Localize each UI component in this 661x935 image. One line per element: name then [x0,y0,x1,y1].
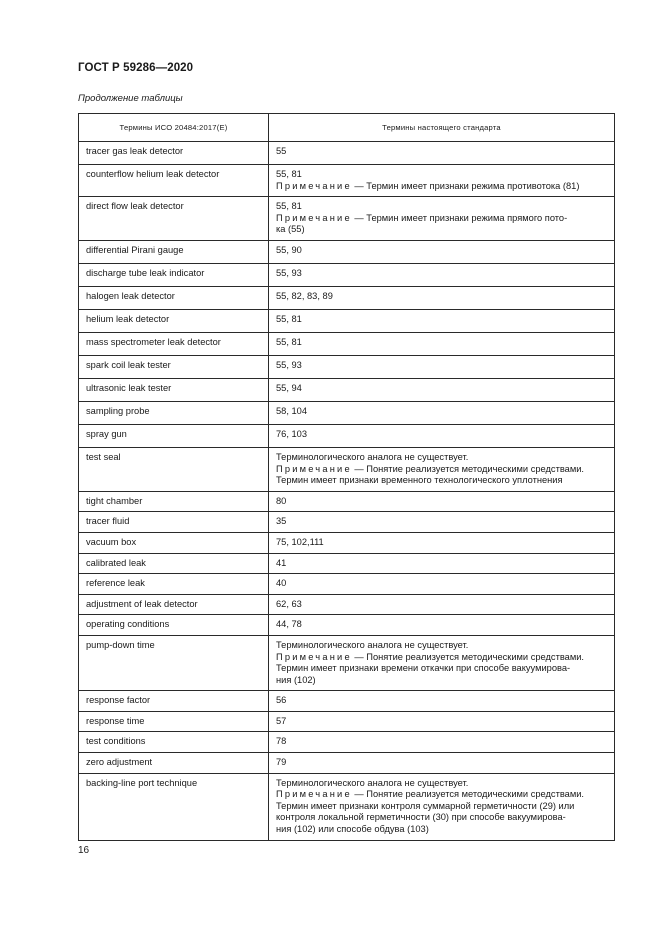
standard-term-cell [269,286,615,309]
note-text: — Термин имеет признаки режима прямого пото- [354,212,568,223]
note-text: ния (102) или способе обдува (103) [276,824,429,835]
standard-term-cell [269,355,615,378]
note-label: Примечание [276,789,352,800]
note-line [276,652,607,664]
table-row [79,142,615,165]
standard-term-cell [269,512,615,533]
term-reference: 78 [276,736,287,747]
table-row [79,574,615,595]
standard-term-cell [269,553,615,574]
standard-term-cell [269,635,615,690]
standard-term-cell [269,753,615,774]
terms-table [78,113,615,841]
term-reference: 40 [276,578,287,589]
note-label: Примечание [276,212,352,223]
table-row [79,635,615,690]
term-reference: 80 [276,495,287,506]
note-text: — Понятие реализуется методическими средствами. [354,789,584,800]
table-row [79,753,615,774]
table-row [79,378,615,401]
iso-term-cell: counterflow helium leak detector [79,165,269,197]
iso-term-cell: tight chamber [79,491,269,512]
table-row [79,553,615,574]
note-line [276,213,607,225]
note-text: Термин имеет признаки контроля суммарной герметичности (29) или [276,800,575,811]
table-row [79,424,615,447]
standard-term-cell [269,142,615,165]
table-row [79,286,615,309]
iso-term-cell: mass spectrometer leak detector [79,332,269,355]
term-reference: 55, 90 [276,244,302,255]
term-reference: 55 [276,146,287,156]
iso-term-cell: response factor [79,691,269,712]
table-row [79,355,615,378]
standard-term-cell [269,378,615,401]
iso-term-cell: vacuum box [79,532,269,553]
standard-term-cell [269,773,615,840]
table-header-row [79,114,615,142]
term-reference: 55, 81 [276,336,302,347]
iso-term-cell: pump-down time [79,635,269,690]
table-row [79,332,615,355]
iso-term-cell: direct flow leak detector [79,197,269,241]
table-row [79,491,615,512]
standard-term-cell [269,424,615,447]
standard-term-cell [269,197,615,241]
note-label: Примечание [276,180,352,191]
table-row [79,532,615,553]
column-header-iso-terms: Термины ИСО 20484:2017(E) [79,114,269,142]
term-reference: 76, 103 [276,428,308,439]
iso-term-cell: operating conditions [79,615,269,636]
table-row [79,615,615,636]
term-reference: 44, 78 [276,619,302,630]
note-line [276,675,607,687]
iso-term-cell: discharge tube leak indicator [79,263,269,286]
iso-term-cell: helium leak detector [79,309,269,332]
term-reference: 58, 104 [276,405,308,416]
note-line [276,801,607,813]
standard-term-cell [269,401,615,424]
term-reference: Терминологического аналога не существует. [276,777,469,788]
standard-title: ГОСТ Р 59286—2020 [78,62,194,74]
note-line [276,224,607,236]
standard-term-cell [269,165,615,197]
standard-term-cell [269,447,615,491]
term-reference: 55, 81 [276,169,302,179]
term-reference: 55, 94 [276,382,302,393]
note-line [276,789,607,801]
standard-term-cell [269,574,615,595]
table-row [79,732,615,753]
table-row [79,447,615,491]
standard-term-cell [269,732,615,753]
iso-term-cell: tracer fluid [79,512,269,533]
iso-term-cell: adjustment of leak detector [79,594,269,615]
table-row [79,309,615,332]
iso-term-cell: calibrated leak [79,553,269,574]
table-row [79,263,615,286]
note-text: — Понятие реализуется методическими средствами. [354,463,584,474]
standard-term-cell [269,263,615,286]
standard-term-cell [269,691,615,712]
iso-term-cell: zero adjustment [79,753,269,774]
term-reference: 35 [276,516,287,527]
term-reference: 56 [276,695,287,706]
standard-term-cell [269,594,615,615]
iso-term-cell: response time [79,711,269,732]
table-row [79,401,615,424]
note-line [276,464,607,476]
note-label: Примечание [276,651,352,662]
term-reference: 75, 102,111 [276,536,324,547]
table-row [79,165,615,197]
term-reference: Терминологического аналога не существует. [276,451,469,462]
term-reference: 79 [276,757,287,768]
table-row [79,773,615,840]
note-text: — Термин имеет признаки режима противотока (81) [354,180,580,191]
term-reference: 62, 63 [276,598,302,609]
iso-term-cell: tracer gas leak detector [79,142,269,165]
note-text: контроля локальной герметичности (30) при способе вакуумирова- [276,812,566,823]
iso-term-cell: sampling probe [79,401,269,424]
table-row [79,691,615,712]
iso-term-cell: reference leak [79,574,269,595]
table-row [79,197,615,241]
term-reference: 57 [276,715,287,726]
standard-term-cell [269,332,615,355]
term-reference: 55, 93 [276,267,302,278]
term-reference: 55, 81 [276,313,302,324]
term-reference: 55, 81 [276,201,302,212]
iso-term-cell: backing-line port technique [79,773,269,840]
note-text: Термин имеет признаки временного технологического уплотнения [276,475,563,486]
note-label: Примечание [276,463,352,474]
note-text: ка (55) [276,224,305,235]
term-reference: 41 [276,557,287,568]
iso-term-cell: spark coil leak tester [79,355,269,378]
iso-term-cell: ultrasonic leak tester [79,378,269,401]
table-row [79,711,615,732]
table-row [79,240,615,263]
iso-term-cell: test seal [79,447,269,491]
note-text: ния (102) [276,674,316,685]
note-line [276,812,607,824]
iso-term-cell: test conditions [79,732,269,753]
standard-term-cell [269,491,615,512]
iso-term-cell: spray gun [79,424,269,447]
note-text: — Понятие реализуется методическими средствами. [354,651,584,662]
page-number: 16 [78,845,90,856]
note-line [276,181,607,193]
iso-term-cell: differential Pirani gauge [79,240,269,263]
iso-term-cell: halogen leak detector [79,286,269,309]
standard-term-cell [269,532,615,553]
term-reference: 55, 82, 83, 89 [276,290,333,301]
table-body [79,142,615,841]
note-line [276,824,607,836]
column-header-standard-terms: Термины настоящего стандарта [269,114,615,142]
table-row [79,594,615,615]
term-reference: 55, 93 [276,359,302,370]
table-continuation-caption: Продолжение таблицы [78,93,183,104]
table-row [79,512,615,533]
note-line [276,475,607,487]
term-reference: Терминологического аналога не существует. [276,639,469,650]
note-text: Термин имеет признаки времени откачки при способе вакуумирова- [276,663,571,674]
note-line [276,663,607,675]
standard-term-cell [269,711,615,732]
standard-term-cell [269,615,615,636]
standard-term-cell [269,309,615,332]
standard-term-cell [269,240,615,263]
